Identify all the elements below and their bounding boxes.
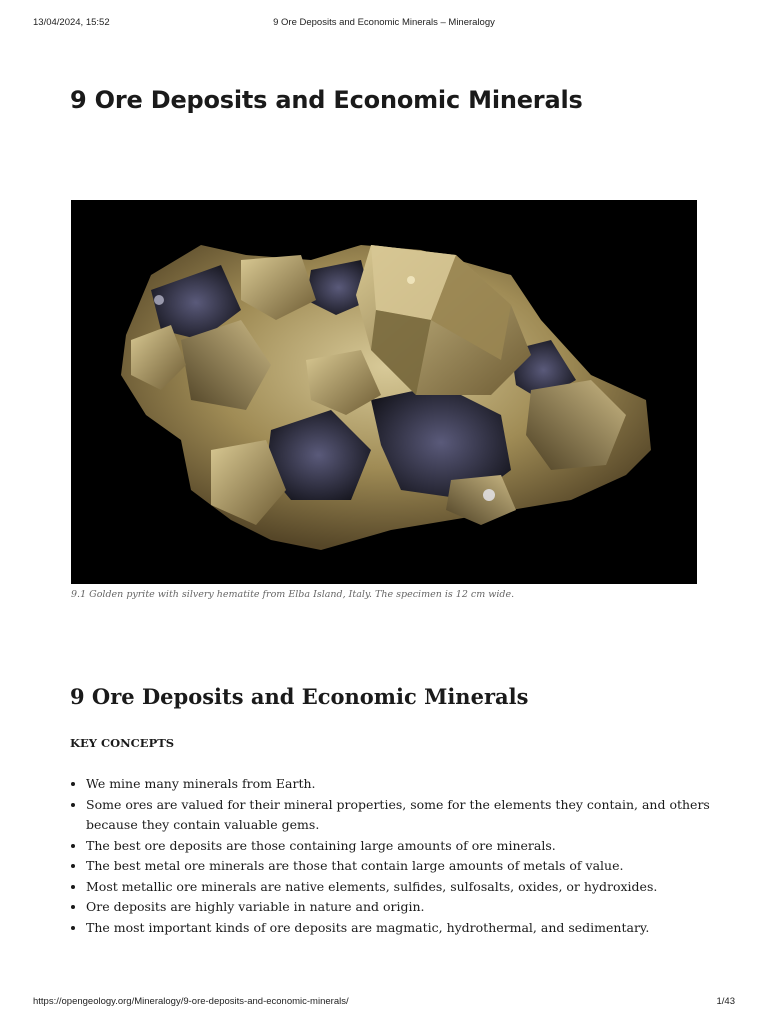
- page-url[interactable]: https://opengeology.org/Mineralogy/9-ore-deposits-and-economic-minerals/: [33, 996, 349, 1007]
- concept-item: • The most important kinds of ore deposits are magmatic, hydrothermal, and sedimentary.: [86, 918, 716, 939]
- pyrite-hematite-illustration: [71, 200, 697, 584]
- print-document-title: 9 Ore Deposits and Economic Minerals – Mineralogy: [273, 17, 495, 28]
- print-datetime: 13/04/2024, 15:52: [33, 17, 110, 28]
- section-heading: 9 Ore Deposits and Economic Minerals: [70, 684, 529, 709]
- concept-item: • We mine many minerals from Earth.: [86, 774, 716, 795]
- figure-caption: 9.1 Golden pyrite with silvery hematite from Elba Island, Italy. The specimen is 12 cm wide.: [71, 589, 515, 600]
- concept-item: • Some ores are valued for their mineral properties, some for the elements they contain, and others because they contain valuable gems.: [86, 795, 716, 836]
- print-footer: [0, 994, 768, 1024]
- page-title: 9 Ore Deposits and Economic Minerals: [70, 86, 583, 114]
- page-indicator: 1/43: [716, 996, 735, 1007]
- mineral-specimen-image: [71, 200, 697, 584]
- concept-item: • The best metal ore minerals are those that contain large amounts of metals of value.: [86, 856, 716, 877]
- concept-item: • Most metallic ore minerals are native elements, sulfides, sulfosalts, oxides, or hydroxides.: [86, 877, 716, 898]
- concept-item: • The best ore deposits are those containing large amounts of ore minerals.: [86, 836, 716, 857]
- key-concepts-label: KEY CONCEPTS: [70, 736, 175, 750]
- print-header: [0, 0, 768, 40]
- key-concepts-list: [70, 774, 716, 938]
- concept-item: • Ore deposits are highly variable in nature and origin.: [86, 897, 716, 918]
